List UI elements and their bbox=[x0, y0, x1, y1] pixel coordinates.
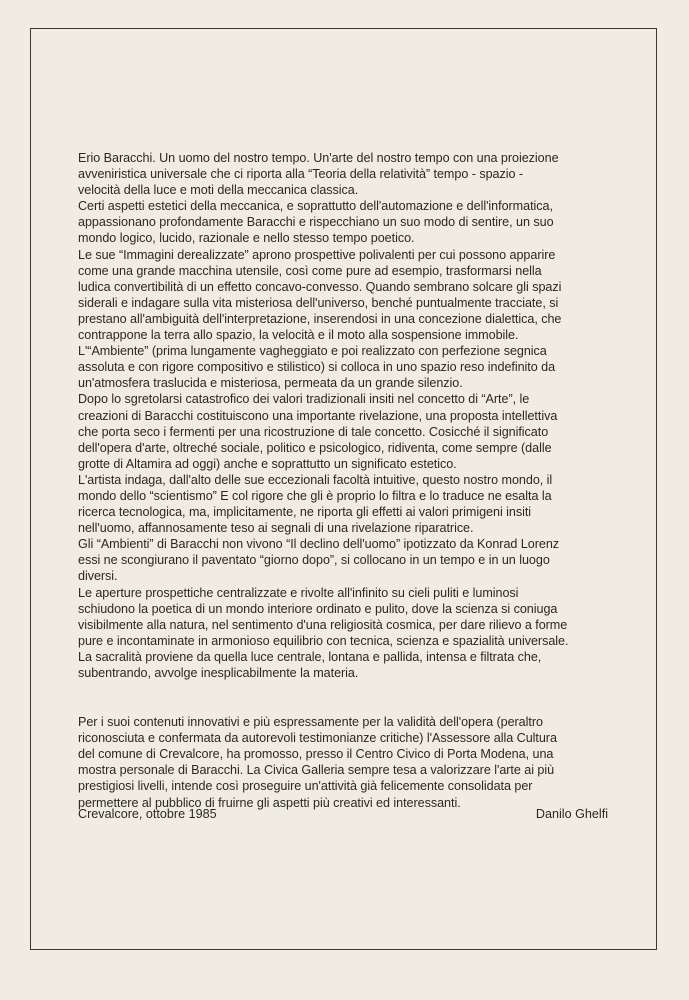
paragraph-ambienti: Gli “Ambienti” di Baracchi non vivono “Il declino dell'uomo” ipotizzato da Konrad Lorenz essi ne scongiurano il paventato “giorno dopo”, si collocano in un tempo e in un luogo diversi. bbox=[78, 537, 560, 584]
paragraph-closing: Per i suoi contenuti innovativi e più espressamente per la validità dell'opera (peraltro riconosciuta e confermata da autorevoli testimonianze critiche) l'Assessore alla Cultura del comune di Crevalcore, ha promosso, presso il Centro Civico di Porta Modena, una mostra personale di Baracchi. La Civica Galleria sempre tesa a valorizzare l'arte ai più prestigiosi livelli, intende così proseguire un'attività già felicemente consolidata per permettere al pubblico di fruirne gli aspetti più creativi ed interessanti. bbox=[78, 715, 557, 810]
paragraph-ambiente: L'“Ambiente” (prima lungamente vagheggiato e poi realizzato con perfezione segnica assoluta e con rigore compositivo e stilistico) si colloca in uno spazio reso indefinito da un'atmosfera traslucida e misteriosa, permeata da un grande silenzio. bbox=[78, 344, 556, 391]
paragraph-gap bbox=[78, 681, 626, 714]
paragraph-aesthetics: Certi aspetti estetici della meccanica, e soprattutto dell'automazione e dell'informatica, appassionano profondamente Baracchi e rispecchiano un suo modo di sentire, un suo mondo logico, lucido, razionale e nello stesso tempo poetico. bbox=[78, 199, 554, 246]
paragraph-art-concept: Dopo lo sgretolarsi catastrofico dei valori tradizionali insiti nel concetto di “Arte”, le creazioni di Baracchi costituiscono una importante rivelazione, una proposta intellettiva che porta seco i fermenti per una ricostruzione di tale concetto. Cosicché il significato dell'opera d'arte, oltreché sociale, politico e psicologico, ridiventa, come sempre (dalle grotte di Altamira ad oggi) anche e soprattutto un significato estetico. bbox=[78, 392, 558, 471]
paragraph-intro: Erio Baracchi. Un uomo del nostro tempo. Un'arte del nostro tempo con una proiezione avveniristica universale che ci riporta alla “Teoria della relatività” tempo - spazio - velocità della luce e moti della meccanica classica. bbox=[78, 151, 559, 198]
paragraph-perspectives: Le aperture prospettiche centralizzate e rivolte all'infinito su cieli puliti e luminosi schiudono la poetica di un mondo interiore ordinato e pulito, dove la scienza si coniuga visibilmente alla natura, nel sentimento d'una religiosità cosmica, per dare rilievo a forme pure e incontaminate in armonioso equilibrio con tecnica, scienza e spazialità universale. bbox=[78, 585, 569, 648]
paragraph-images: Le sue “Immagini derealizzate” aprono prospettive polivalenti per cui possono apparire come una grande macchina utensile, così come pure ad esempio, trasformarsi nella ludica convertibilità di un effetto concavo-convesso. Quando sembrano solcare gli spazi siderali e indagare sulla vita misteriosa dell'universo, benché puntualmente tracciate, si prestano all'ambiguità dell'interpretazione, inserendosi in una concezione dialettica, che contrappone la terra allo spazio, la velocità e il moto alla sospensione immobile. bbox=[78, 247, 562, 343]
article-body bbox=[78, 150, 626, 811]
paragraph-artist: L'artista indaga, dall'alto delle sue eccezionali facoltà intuitive, questo nostro mondo, il mondo dello “scientismo” E col rigore che gli è proprio lo filtra e lo traduce ne esalta la ricerca tecnologica, ma, implicitamente, ne riporta gli effetti ai valori primigeni insiti nell'uomo, affannosamente teso ai segnali di una rivelazione riparatrice. bbox=[78, 472, 553, 536]
author-name: Danilo Ghelfi bbox=[535, 807, 608, 821]
paragraph-sacredness: La sacralità proviene da quella luce centrale, lontana e pallida, intensa e filtrata che, subentrando, avvolge inesplicabilmente la materia. bbox=[78, 649, 542, 680]
place-date: Crevalcore, ottobre 1985 bbox=[78, 807, 217, 821]
